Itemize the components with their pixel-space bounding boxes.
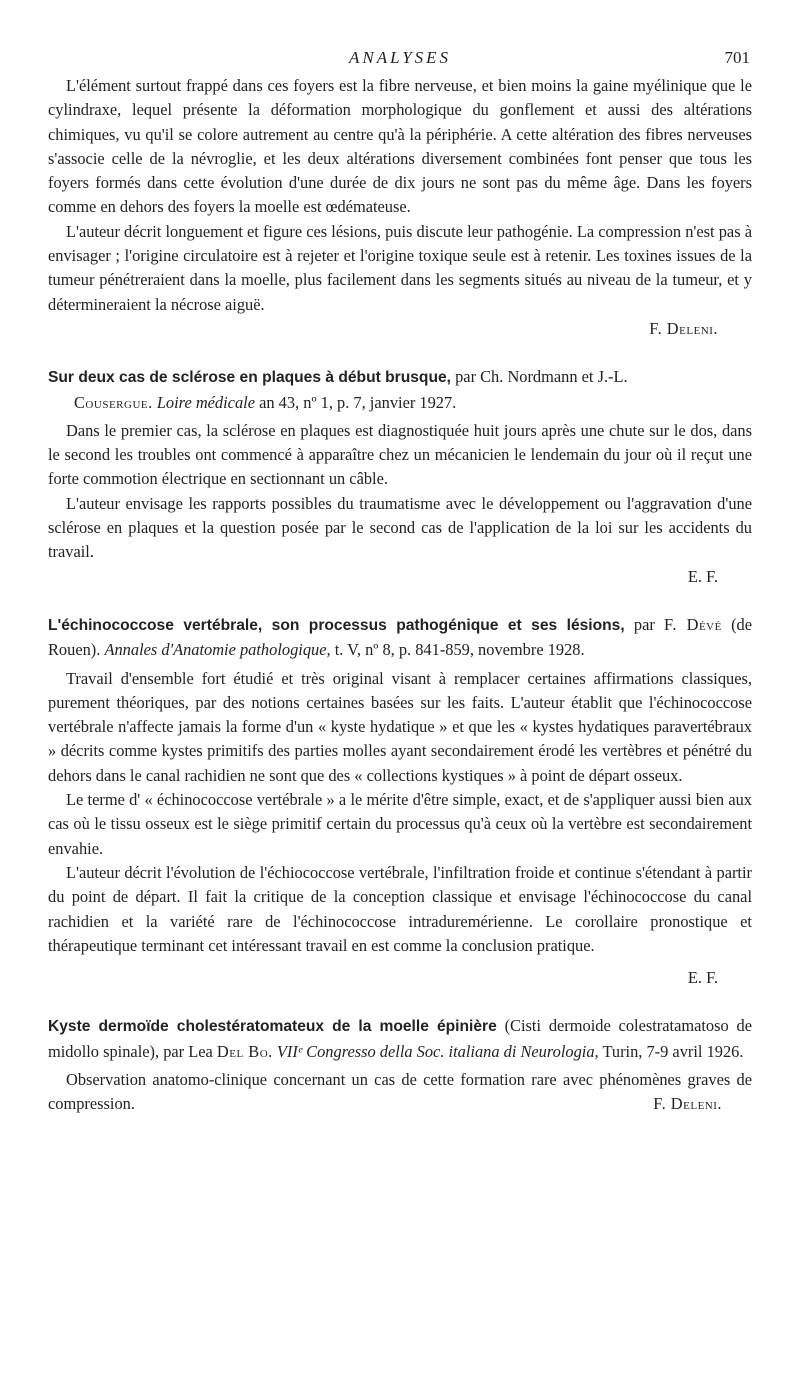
paragraph: Le terme d' « échinococcose vertébrale » a le mérite d'être simple, exact, et de s'appliquer aussi bien aux cas où le tissu osseux est le siège primitif certain du processus qu'à ceux où la vertèbre est secondairement envahie.: [48, 790, 752, 858]
page: [48, 44, 752, 1117]
article-title: L'échinococcose vertébrale, son processus pathogénique et ses lésions,: [48, 616, 625, 634]
signature: [48, 317, 752, 341]
paragraph-text: Observation anatomo-clinique concernant un cas de cette formation rare avec phénomènes graves de compression.: [48, 1069, 752, 1114]
author-name: Del Bo.: [216, 1041, 273, 1061]
paragraph: Travail d'ensemble fort étudié et très original visant à remplacer certaines affirmations classiques, purement théoriques, par des notions certaines basées sur les faits. L'auteur établit que l'échinococcose vertébrale n'affecte jamais la forme d'un « kyste hydatique » et que les « kystes hydatiques paravertébraux » décrits comme kystes primitifs des parties molles ayant secondairement érodé les vertèbres et pénétré du dehors dans le canal rachidien ne sont que des « collections kystiques » à point de départ osseux.: [48, 668, 752, 785]
article-title-line: [48, 365, 752, 390]
article-heading: [48, 1014, 752, 1064]
signature: F. Deleni.: [653, 1094, 722, 1114]
article-echinococcose: [48, 613, 752, 990]
article-title-line: [48, 1014, 752, 1064]
running-title: ANALYSES: [348, 48, 452, 67]
article-title: Kyste dermoïde cholestératomateux de la moelle épinière: [48, 1018, 497, 1036]
article-heading: [48, 365, 752, 415]
paragraph: L'auteur décrit longuement et figure ces lésions, puis discute leur pathogénie. La compression n'est pas à envisager ; l'origine circulatoire est à rejeter et l'origine toxique seule est à retenir. Les toxines issues de la tumeur pénétreraient dans la moelle, plus facilement dans les segments situés au niveau de la tumeur, et y détermineraient la nécrose aiguë.: [48, 221, 752, 314]
article-byline: par: [633, 614, 655, 634]
article-subtitle: (Cisti dermoide colestratamatoso de midollo spinale),: [48, 1016, 752, 1061]
signature: E. F.: [687, 968, 718, 988]
paragraph: [48, 1068, 752, 1117]
author-name: Cousergue.: [74, 392, 153, 412]
running-header: [48, 44, 752, 74]
author-origin: (de Rouen).: [48, 614, 752, 660]
citation: an 43, nº 1, p. 7, janvier 1927.: [259, 392, 457, 412]
paragraph: L'auteur décrit l'évolution de l'échiococcose vertébrale, l'infiltration froide et continue s'étendant à partir du point de départ. Il fait la critique de la conception classique et envisage l'échinococcose du canal rachidien et la variété rare de l'échinococcose intraduremérienne. Le corollaire pronostique et thérapeutique terminant cet intéressant travail en est comme la conclusion pratique.: [48, 862, 752, 955]
journal-name: Loire médicale: [156, 392, 255, 412]
article-title: Sur deux cas de sclérose en plaques à début brusque,: [48, 369, 451, 387]
journal-name: Annales d'Anatomie pathologique,: [104, 640, 331, 660]
article-citation-line: [48, 391, 752, 415]
citation: t. V, nº 8, p. 841-859, novembre 1928.: [334, 640, 585, 660]
paragraph: Dans le premier cas, la sclérose en plaques est diagnostiquée huit jours après une chute sur le dos, dans le second les troubles ont commencé à apparaître chez un mécanicien le lendemain du jour où il reçut une forte commotion électrique en sectionnant un câble.: [48, 420, 752, 489]
citation: Turin, 7-9 avril 1926.: [602, 1041, 744, 1061]
signature: E. F.: [687, 566, 718, 586]
journal-name: VIIᵉ Congresso della Soc. italiana di Neurologia,: [276, 1041, 599, 1061]
page-number: 701: [724, 48, 750, 67]
signature-text: F. Deleni.: [649, 318, 718, 338]
article-sclerose: [48, 365, 752, 589]
intro-section: [48, 74, 752, 341]
article-title-line: [48, 613, 752, 663]
paragraph: L'auteur envisage les rapports possibles du traumatisme avec le développement ou l'aggravation d'une sclérose en plaques et la question posée par le second cas de l'application de la loi sur les accidents du travail.: [48, 493, 752, 562]
article-byline: par Lea: [163, 1041, 213, 1061]
author-name: F. Dévé: [664, 614, 722, 634]
paragraph: L'élément surtout frappé dans ces foyers est la fibre nerveuse, et bien moins la gaine myélinique que le cylindraxe, lequel présente la déformation morphologique du gonflement et aussi des altérations chimiques, vu qu'il se colore autrement au centre qu'à la périphérie. A cette altération des fibres nerveuses s'associe celle de la névroglie, et les deux altérations diversement combinées font penser que tous les foyers formés dans cette évolution d'une durée de dix jours ne sont pas du même âge. Dans les foyers comme en dehors des foyers la moelle est œdémateuse.: [48, 76, 752, 217]
article-heading: [48, 613, 752, 663]
article-kyste-dermoide: [48, 1014, 752, 1116]
article-byline: par Ch. Nordmann et J.-L.: [455, 367, 628, 387]
